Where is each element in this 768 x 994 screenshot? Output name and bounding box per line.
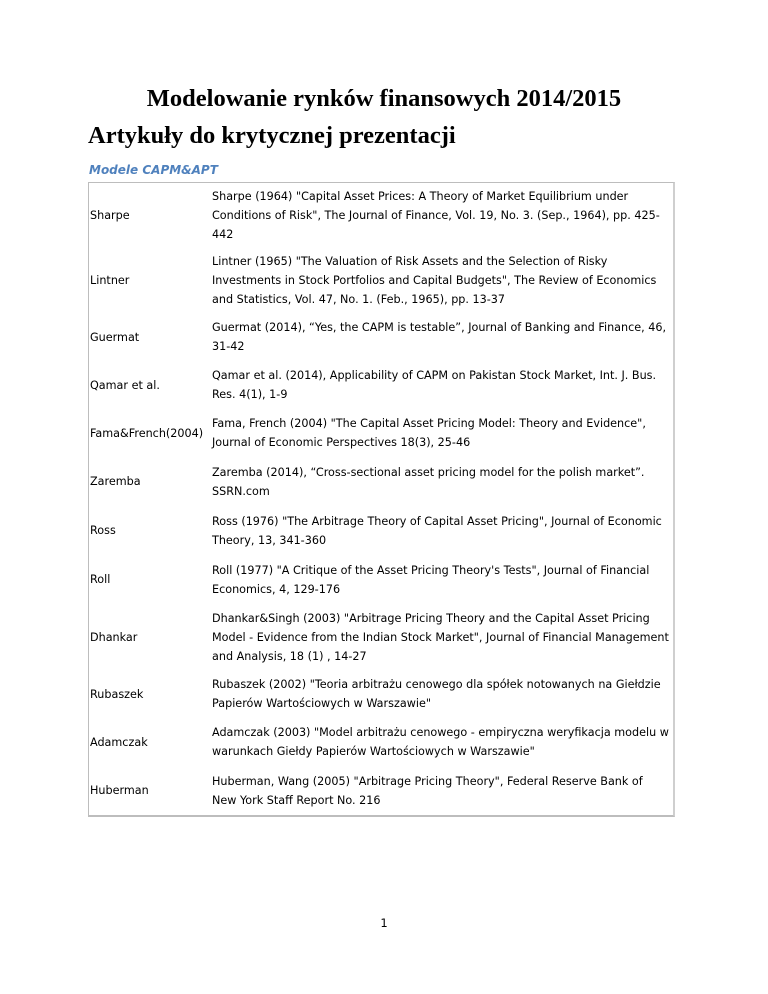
reference-row bbox=[89, 313, 673, 361]
reference-citation: Qamar et al. (2014), Applicability of CAPM on Pakistan Stock Market, Int. J. Bus. Res. 4(1), 1-9 bbox=[212, 369, 657, 401]
reference-row bbox=[89, 555, 673, 604]
reference-author: Fama&French(2004) bbox=[90, 426, 204, 440]
reference-row bbox=[89, 506, 673, 555]
references-table bbox=[88, 182, 675, 817]
reference-citation: Lintner (1965) "The Valuation of Risk Assets and the Selection of Risky Investments in Stock Portfolios and Capital Budgets", The Review of Economics and Statistics, Vol. 47, No. 1. (Feb., 1965), pp. 13-37 bbox=[212, 254, 657, 306]
reference-row bbox=[89, 183, 673, 247]
reference-row bbox=[89, 670, 673, 718]
reference-citation: Ross (1976) "The Arbitrage Theory of Capital Asset Pricing", Journal of Economic Theory, 13, 341-360 bbox=[212, 514, 662, 547]
reference-author: Dhankar bbox=[90, 630, 138, 644]
reference-citation: Rubaszek (2002) "Teoria arbitrażu cenowego dla spółek notowanych na Giełdzie Papierów Wartościowych w Warszawie" bbox=[212, 678, 661, 710]
reference-citation: Adamczak (2003) "Model arbitrażu cenowego - empiryczna weryfikacja modelu w warunkach Giełdy Papierów Wartościowych w Warszawie" bbox=[212, 726, 669, 758]
reference-author: Qamar et al. bbox=[90, 378, 160, 392]
reference-author: Ross bbox=[90, 524, 116, 537]
reference-author: Huberman bbox=[90, 784, 149, 797]
document-subtitle: Artykuły do krytycznej prezentacji bbox=[88, 122, 456, 149]
reference-row bbox=[89, 766, 673, 815]
reference-citation: Dhankar&Singh (2003) "Arbitrage Pricing Theory and the Capital Asset Pricing Model - Evidence from the Indian Stock Market", Journal of Financial Management and Analysis, 18 (1) , 14-27 bbox=[212, 611, 669, 663]
reference-author: Guermat bbox=[90, 330, 140, 344]
reference-author: Sharpe bbox=[90, 208, 130, 222]
reference-row bbox=[89, 409, 673, 457]
reference-author: Roll bbox=[90, 573, 111, 586]
reference-author: Rubaszek bbox=[90, 687, 144, 701]
reference-row bbox=[89, 718, 673, 766]
reference-citation: Huberman, Wang (2005) "Arbitrage Pricing Theory", Federal Reserve Bank of New York Staff Report No. 216 bbox=[212, 774, 643, 807]
reference-author: Adamczak bbox=[90, 735, 148, 749]
section-heading: Modele CAPM&APT bbox=[89, 163, 218, 177]
page-number: 1 bbox=[380, 916, 388, 930]
document-title: Modelowanie rynków finansowych 2014/2015 bbox=[146, 85, 622, 112]
reference-row bbox=[89, 604, 673, 670]
reference-row bbox=[89, 247, 673, 313]
reference-citation: Guermat (2014), “Yes, the CAPM is testable”, Journal of Banking and Finance, 46, 31-42 bbox=[212, 321, 667, 353]
reference-citation: Roll (1977) "A Critique of the Asset Pricing Theory's Tests", Journal of Financial Economics, 4, 129-176 bbox=[212, 563, 650, 596]
reference-citation: Fama, French (2004) "The Capital Asset Pricing Model: Theory and Evidence", Journal of Economic Perspectives 18(3), 25-46 bbox=[212, 417, 646, 449]
reference-citation: Sharpe (1964) "Capital Asset Prices: A Theory of Market Equilibrium under Conditions of Risk", The Journal of Finance, Vol. 19, No. 3. (Sep., 1964), pp. 425-442 bbox=[212, 189, 660, 241]
reference-author: Lintner bbox=[90, 273, 130, 287]
reference-row bbox=[89, 361, 673, 409]
reference-author: Zaremba bbox=[90, 475, 141, 488]
reference-row bbox=[89, 457, 673, 506]
reference-citation: Zaremba (2014), “Cross-sectional asset pricing model for the polish market”. SSRN.com bbox=[212, 465, 645, 498]
